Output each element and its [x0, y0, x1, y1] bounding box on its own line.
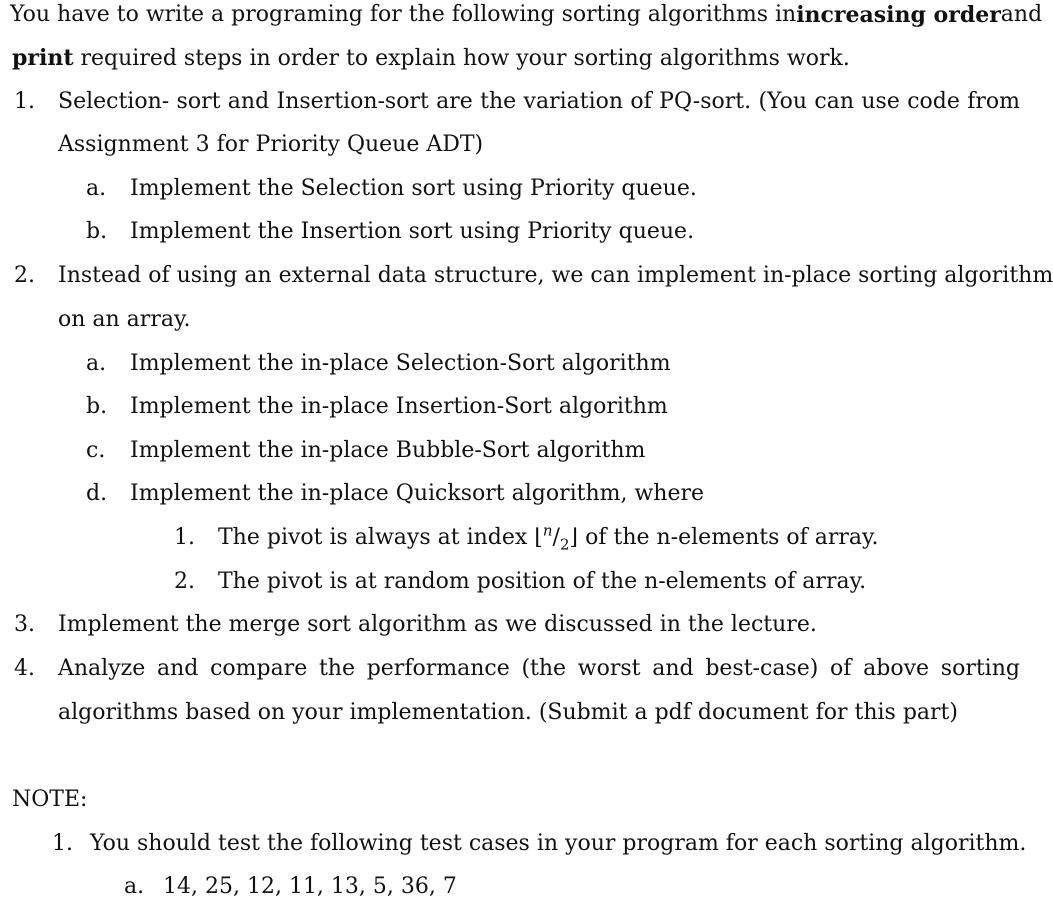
list-item-text	[58, 88, 1020, 116]
sub-item-text: Implement the in-place Quicksort algorithm, where	[130, 481, 705, 506]
note-number: 1.	[52, 831, 73, 856]
intro-text: and	[1000, 2, 1043, 27]
list-item-text: algorithms based on your implementation. (Submit a pdf document for this part)	[58, 700, 958, 725]
word: and	[227, 89, 270, 114]
word: the	[318, 656, 355, 681]
list-item-text: Implement the merge sort algorithm as we discussed in the lecture.	[58, 612, 817, 637]
sub-letter: b.	[86, 394, 108, 419]
sub-item-text: Implement the Selection sort using Priority queue.	[130, 176, 697, 201]
note-text: You should test the following test cases in your program for each sorting algorithm.	[90, 831, 1027, 856]
word: and	[156, 656, 199, 681]
list-number: 2.	[14, 263, 35, 288]
math-denominator: 2	[559, 535, 570, 554]
list-number: 1.	[14, 89, 35, 114]
sub-item-text: Implement the in-place Insertion-Sort algorithm	[130, 394, 668, 419]
word: worst	[577, 656, 641, 681]
list-item-text: on an array.	[58, 307, 191, 332]
word: Insertion-sort	[276, 89, 429, 114]
sub-letter: a.	[86, 176, 107, 201]
word: and	[652, 656, 694, 681]
intro-line-1	[10, 1, 1043, 29]
word: PQ-sort.	[659, 89, 752, 114]
word: performance	[366, 656, 510, 681]
sub-letter: c.	[86, 438, 106, 463]
word: use	[861, 89, 900, 114]
subsub-text: The pivot is always at index	[218, 525, 528, 550]
word: the	[480, 89, 517, 114]
word: (the	[521, 656, 567, 681]
list-item-text: Instead of using an external data structure, we can implement in-place sorting algorithm	[58, 263, 1053, 288]
subsub-number: 2.	[174, 569, 195, 594]
word: best-case)	[705, 656, 819, 681]
word: compare	[210, 656, 308, 681]
subsub-text: The pivot is at random position of the n-elements of array.	[218, 569, 867, 594]
test-case-values: 14, 25, 12, 11, 13, 5, 36, 7	[163, 874, 457, 899]
subsub-item	[218, 521, 879, 554]
word: from	[967, 89, 1020, 114]
intro-emphasis: increasing order	[796, 2, 1001, 28]
list-number: 4.	[14, 656, 35, 681]
word: (You	[758, 89, 808, 114]
sub-letter: d.	[86, 481, 108, 506]
sub-item-text: Implement the in-place Bubble-Sort algorithm	[130, 438, 646, 463]
intro-text: required steps in order to explain how your sorting algorithms work.	[80, 46, 850, 71]
test-case-letter: a.	[124, 874, 145, 899]
sub-letter: b.	[86, 219, 108, 244]
subsub-number: 1.	[174, 525, 195, 550]
word: above	[863, 656, 930, 681]
list-item-text	[58, 655, 1020, 683]
word: Selection-	[58, 89, 170, 114]
intro-line-2	[12, 44, 850, 73]
word: code	[907, 89, 960, 114]
intro-text: You have to write a programing for the following sorting algorithms in	[10, 2, 797, 27]
word: sort	[176, 89, 221, 114]
sub-letter: a.	[86, 351, 107, 376]
word: of	[830, 656, 852, 681]
word: of	[630, 89, 652, 114]
word: are	[436, 89, 473, 114]
sub-item-text: Implement the Insertion sort using Priority queue.	[130, 219, 695, 244]
sub-item-text: Implement the in-place Selection-Sort algorithm	[130, 351, 671, 376]
subsub-text: of the n-elements of array.	[585, 525, 879, 550]
intro-emphasis: print	[12, 45, 74, 71]
word: sorting	[940, 656, 1020, 681]
list-item-text: Assignment 3 for Priority Queue ADT)	[58, 132, 484, 157]
list-number: 3.	[14, 612, 35, 637]
word: variation	[523, 89, 624, 114]
floor-expression: $⌊^n/_2⌋$	[534, 521, 579, 554]
word: can	[814, 89, 855, 114]
note-heading: NOTE:	[12, 787, 88, 812]
math-numerator: n	[542, 521, 553, 540]
word: Analyze	[58, 656, 146, 681]
